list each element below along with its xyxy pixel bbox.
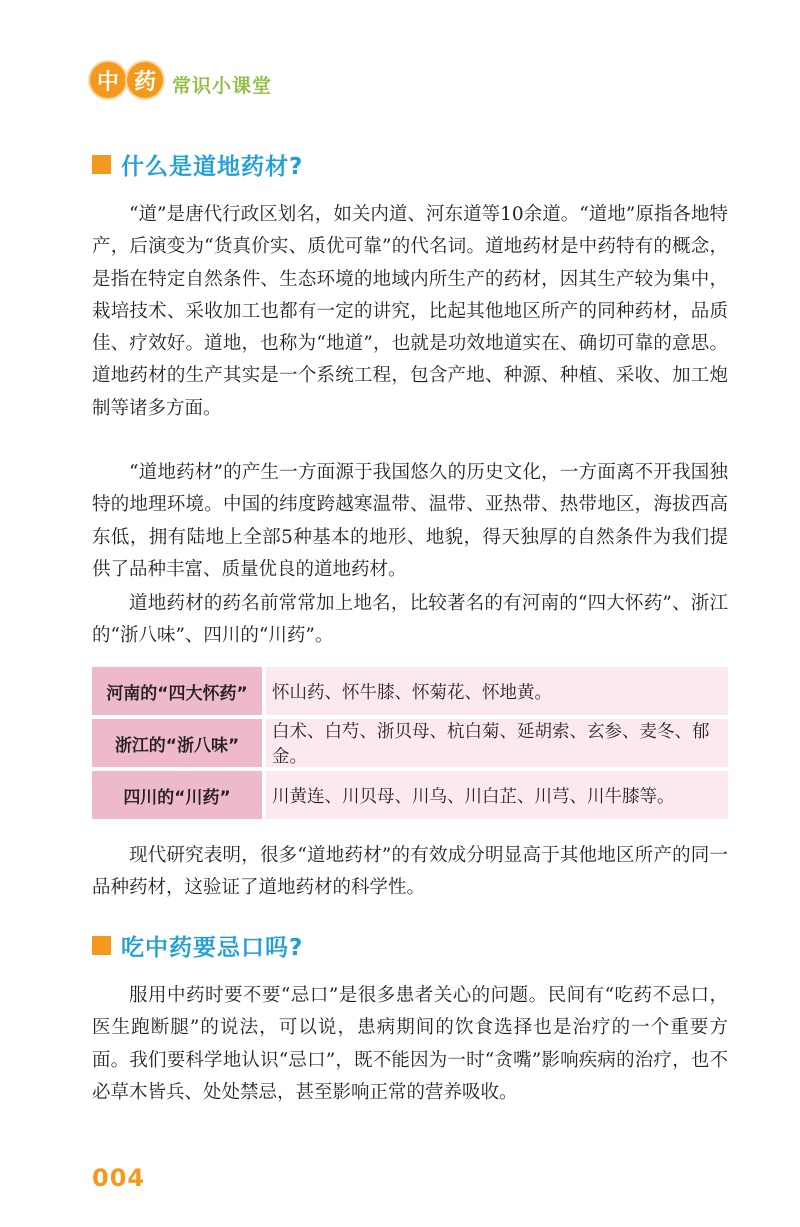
table-row-label: 四川的“川药” <box>92 771 262 819</box>
table-row-label: 河南的“四大怀药” <box>92 667 262 715</box>
logo-circle-1: 中 <box>90 62 126 98</box>
section2-heading <box>92 929 303 962</box>
table-row-content: 川黄连、川贝母、川乌、川白芷、川芎、川牛膝等。 <box>266 771 728 819</box>
table-row <box>92 719 728 767</box>
section1-title: 什么是道地药材? <box>121 154 304 180</box>
section2-title: 吃中药要忌口吗? <box>121 935 304 961</box>
logo-circle-2: 药 <box>127 62 163 98</box>
logo-text: 常识小课堂 <box>172 74 273 97</box>
section1-paragraph-2: “道地药材”的产生一方面源于我国悠久的历史文化，一方面离不开我国独特的地理环境。中国的纬度跨越寒温带、温带、亚热带、热带地区，海拔西高东低，拥有陆地上全部5种基本的地形、地貌，得天独厚的自然条件为我们提供了品种丰富、质量优良的道地药材。 <box>92 462 728 580</box>
table-row-content: 白术、白芍、浙贝母、杭白菊、延胡索、玄参、麦冬、郁金。 <box>266 719 728 767</box>
page-number: 004 <box>92 1164 146 1192</box>
section1-square-icon <box>92 155 111 174</box>
section2-square-icon <box>92 936 111 955</box>
section1-paragraph-4: 现代研究表明，很多“道地药材”的有效成分明显高于其他地区所产的同一品种药材，这验证了道地药材的科学性。 <box>92 845 728 899</box>
table-row-content: 怀山药、怀牛膝、怀菊花、怀地黄。 <box>266 667 728 715</box>
table-row-label: 浙江的“浙八味” <box>92 719 262 767</box>
table-row <box>92 667 728 715</box>
section2-paragraph-1: 服用中药时要不要“忌口”是很多患者关心的问题。民间有“吃药不忌口，医生跑断腿”的说法，可以说，患病期间的饮食选择也是治疗的一个重要方面。我们要科学地认识“忌口”，既不能因为一时“贪嘴”影响疾病的治疗，也不必草木皆兵、处处禁忌，甚至影响正常的营养吸收。 <box>92 985 728 1103</box>
section1-heading <box>92 148 303 181</box>
section1-paragraph-3: 道地药材的药名前常常加上地名，比较著名的有河南的“四大怀药”、浙江的“浙八味”、四川的“川药”。 <box>92 593 728 647</box>
table-row <box>92 771 728 819</box>
header-logo <box>90 58 272 102</box>
section1-paragraph-1: “道”是唐代行政区划名，如关内道、河东道等10余道。“道地”原指各地特产，后演变为“货真价实、质优可靠”的代名词。道地药材是中药特有的概念，是指在特定自然条件、生态环境的地域内所生产的药材，因其生产较为集中，栽培技术、采收加工也都有一定的讲究，比起其他地区所产的同种药材，品质佳、疗效好。道地，也称为“地道”，也就是功效地道实在、确切可靠的意思。道地药材的生产其实是一个系统工程，包含产地、种源、种植、采收、加工炮制等诸多方面。 <box>92 204 728 419</box>
daodi-herbs-table <box>92 667 728 823</box>
